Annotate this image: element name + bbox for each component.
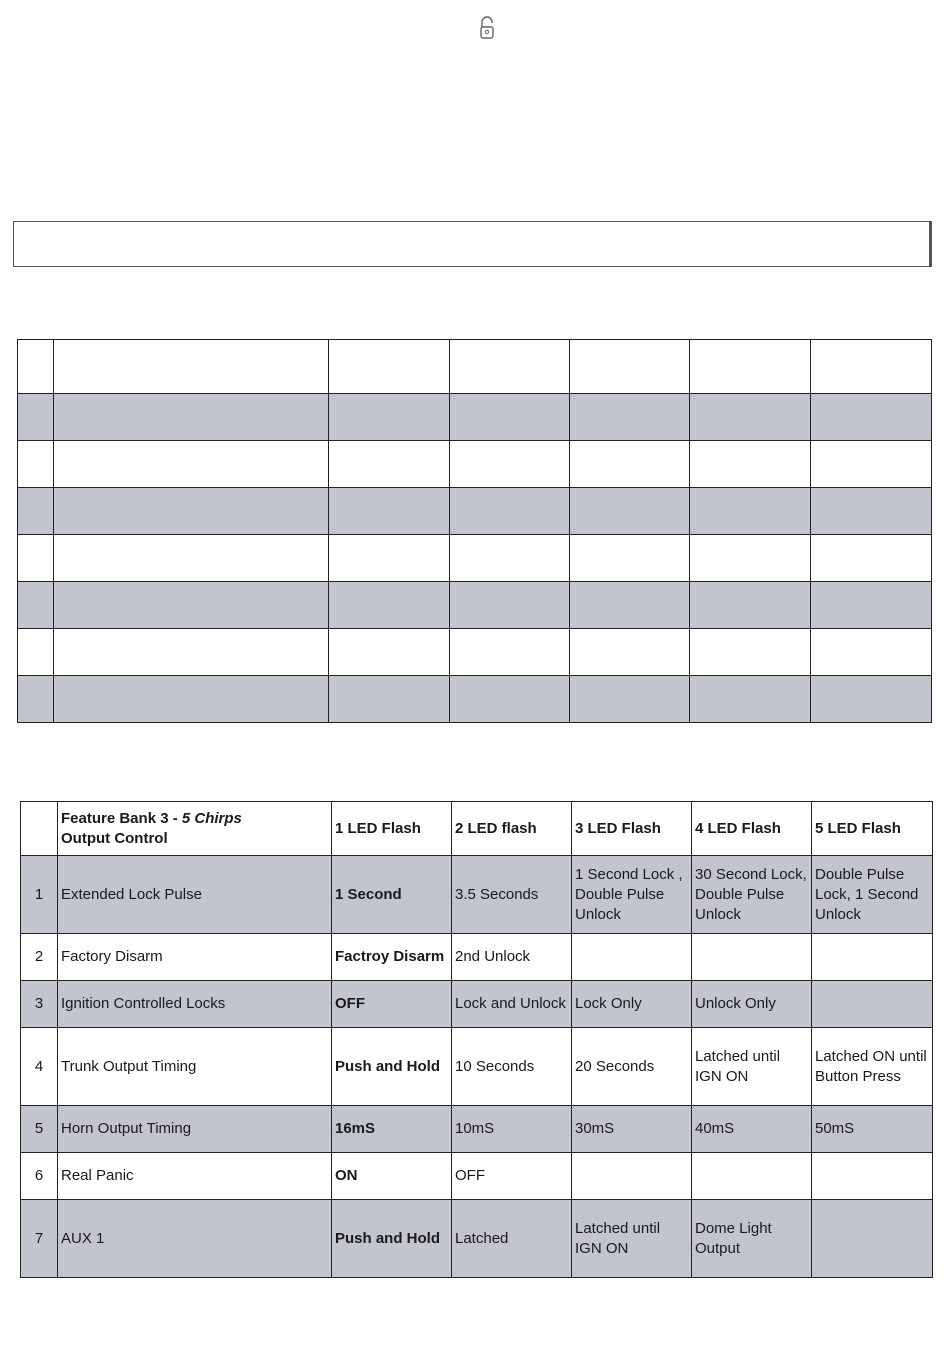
option-cell: 50mS: [812, 1106, 933, 1153]
option-cell: [692, 934, 812, 981]
table-row: [18, 629, 932, 676]
feature-bank-table: [20, 801, 933, 1278]
table-header-row: [21, 802, 933, 856]
header-number-cell: [21, 802, 58, 856]
table-row: [18, 535, 932, 582]
table-row: [21, 1200, 933, 1278]
feature-name: Horn Output Timing: [58, 1106, 332, 1153]
option-cell: 3.5 Seconds: [452, 856, 572, 934]
option-cell: 30mS: [572, 1106, 692, 1153]
option-cell: [572, 934, 692, 981]
option-cell: Latched until IGN ON: [692, 1028, 812, 1106]
table-row: [21, 1153, 933, 1200]
table-row: [21, 1028, 933, 1106]
option-cell: [812, 934, 933, 981]
option-cell: 10mS: [452, 1106, 572, 1153]
table-row: [18, 394, 932, 441]
table-row: [21, 934, 933, 981]
padlock-open-icon: [478, 16, 496, 40]
option-cell: 40mS: [692, 1106, 812, 1153]
row-number: 5: [21, 1106, 58, 1153]
feature-name: AUX 1: [58, 1200, 332, 1278]
table-header-row: [18, 340, 932, 394]
feature-name: Trunk Output Timing: [58, 1028, 332, 1106]
option-cell: 1 Second Lock , Double Pulse Unlock: [572, 856, 692, 934]
option-cell: Double Pulse Lock, 1 Second Unlock: [812, 856, 933, 934]
option-cell: Unlock Only: [692, 981, 812, 1028]
row-number: 2: [21, 934, 58, 981]
row-number: 3: [21, 981, 58, 1028]
option-cell: [812, 1200, 933, 1278]
row-number: 4: [21, 1028, 58, 1106]
option-cell: Latched until IGN ON: [572, 1200, 692, 1278]
option-cell: Lock Only: [572, 981, 692, 1028]
feature-name: Extended Lock Pulse: [58, 856, 332, 934]
option-cell: [572, 1153, 692, 1200]
column-header: 4 LED Flash: [692, 802, 812, 856]
row-number: 7: [21, 1200, 58, 1278]
option-cell: 16mS: [332, 1106, 452, 1153]
column-header: 1 LED Flash: [332, 802, 452, 856]
option-cell: 10 Seconds: [452, 1028, 572, 1106]
column-header: 3 LED Flash: [572, 802, 692, 856]
column-header: 5 LED Flash: [812, 802, 933, 856]
table-row: [21, 856, 933, 934]
option-cell: Push and Hold: [332, 1028, 452, 1106]
option-cell: OFF: [452, 1153, 572, 1200]
table-row: [21, 981, 933, 1028]
feature-name: Ignition Controlled Locks: [58, 981, 332, 1028]
option-cell: Dome Light Output: [692, 1200, 812, 1278]
row-number: 1: [21, 856, 58, 934]
option-cell: Latched ON until Button Press: [812, 1028, 933, 1106]
table-title: Feature Bank 3 - 5 Chirps Output Control: [58, 802, 332, 856]
option-cell: 30 Second Lock, Double Pulse Unlock: [692, 856, 812, 934]
empty-feature-grid: [17, 339, 932, 723]
option-cell: Factroy Disarm: [332, 934, 452, 981]
option-cell: Push and Hold: [332, 1200, 452, 1278]
option-cell: [692, 1153, 812, 1200]
feature-name: Factory Disarm: [58, 934, 332, 981]
option-cell: 2nd Unlock: [452, 934, 572, 981]
feature-name: Real Panic: [58, 1153, 332, 1200]
table-row: [18, 441, 932, 488]
option-cell: OFF: [332, 981, 452, 1028]
option-cell: 20 Seconds: [572, 1028, 692, 1106]
option-cell: 1 Second: [332, 856, 452, 934]
table-row: [21, 1106, 933, 1153]
table-row: [18, 676, 932, 723]
option-cell: Latched: [452, 1200, 572, 1278]
option-cell: ON: [332, 1153, 452, 1200]
blank-banner-box: [13, 221, 932, 267]
option-cell: [812, 981, 933, 1028]
option-cell: [812, 1153, 933, 1200]
table-row: [18, 582, 932, 629]
table-row: [18, 488, 932, 535]
option-cell: Lock and Unlock: [452, 981, 572, 1028]
row-number: 6: [21, 1153, 58, 1200]
column-header: 2 LED flash: [452, 802, 572, 856]
